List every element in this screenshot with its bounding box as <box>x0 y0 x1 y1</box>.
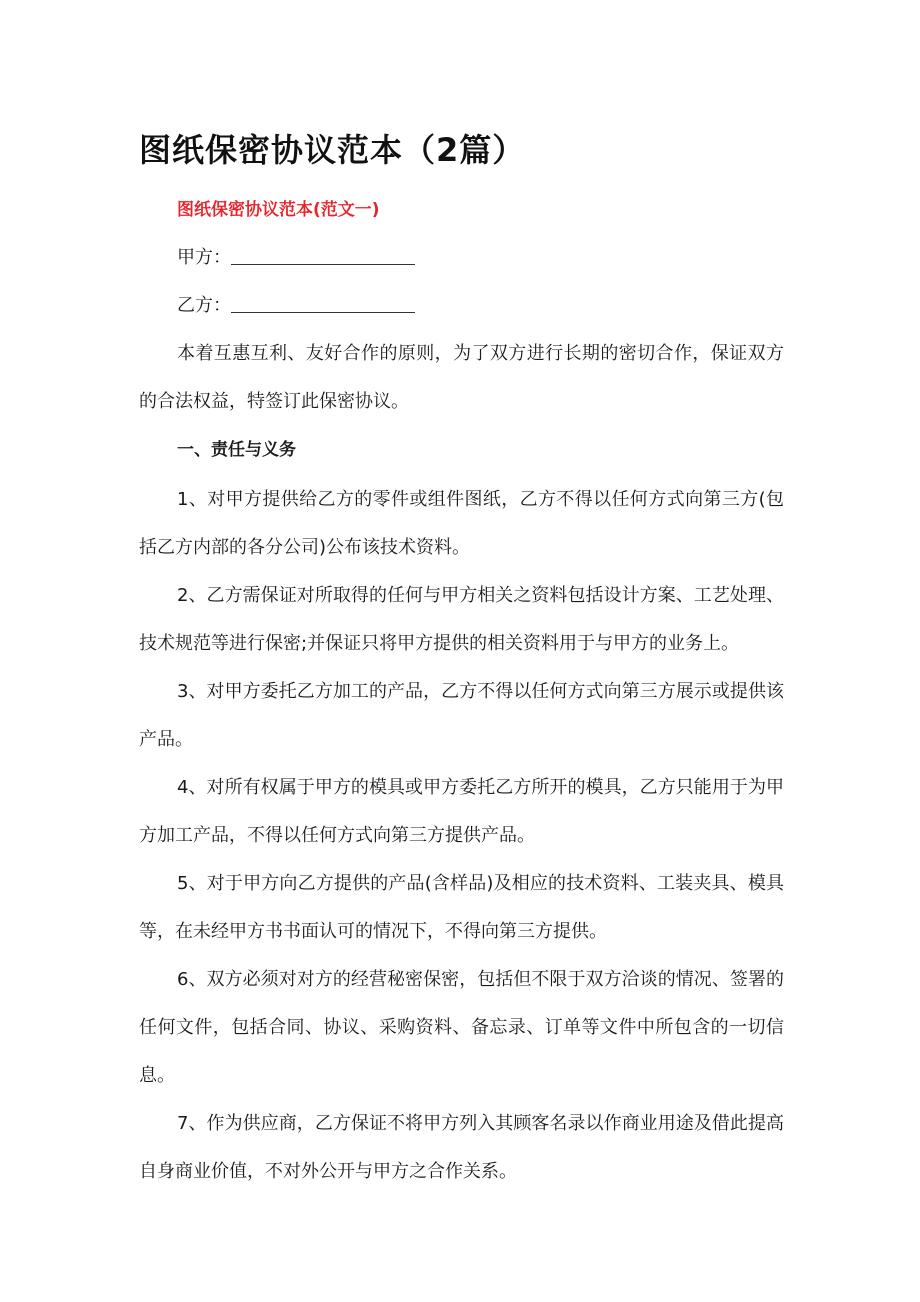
party-b-line <box>177 292 415 320</box>
intro-paragraph: 本着互惠互利、友好合作的原则，为了双方进行长期的密切合作，保证双方的合法权益，特签订此保密协议。 <box>139 343 784 412</box>
document-subtitle: 图纸保密协议范本(范文一) <box>177 200 380 220</box>
document-title: 图纸保密协议范本（2篇） <box>139 131 526 169</box>
party-b-blank <box>231 292 415 313</box>
section-heading: 一、责任与义务 <box>177 440 296 460</box>
clause-1: 1、对甲方提供给乙方的零件或组件图纸，乙方不得以任何方式向第三方(包括乙方内部的各分公司)公布该技术资料。 <box>139 489 784 558</box>
clause-2: 2、乙方需保证对所取得的任何与甲方相关之资料包括设计方案、工艺处理、技术规范等进行保密;并保证只将甲方提供的相关资料用于与甲方的业务上。 <box>139 585 784 654</box>
clause-6: 6、双方必须对对方的经营秘密保密，包括但不限于双方洽谈的情况、签署的任何文件，包括合同、协议、采购资料、备忘录、订单等文件中所包含的一切信息。 <box>139 969 784 1086</box>
party-a-blank <box>231 244 415 265</box>
clause-7: 7、作为供应商，乙方保证不将甲方列入其顾客名录以作商业用途及借此提高自身商业价值，不对外公开与甲方之合作关系。 <box>139 1113 784 1182</box>
clause-5: 5、对于甲方向乙方提供的产品(含样品)及相应的技术资料、工装夹具、模具等，在未经甲方书书面认可的情况下，不得向第三方提供。 <box>139 873 784 942</box>
clause-3: 3、对甲方委托乙方加工的产品，乙方不得以任何方式向第三方展示或提供该产品。 <box>139 681 784 750</box>
party-b-label: 乙方： <box>177 295 231 316</box>
party-a-line <box>177 244 415 272</box>
clause-4: 4、对所有权属于甲方的模具或甲方委托乙方所开的模具，乙方只能用于为甲方加工产品，不得以任何方式向第三方提供产品。 <box>139 777 784 846</box>
party-a-label: 甲方： <box>177 247 231 268</box>
